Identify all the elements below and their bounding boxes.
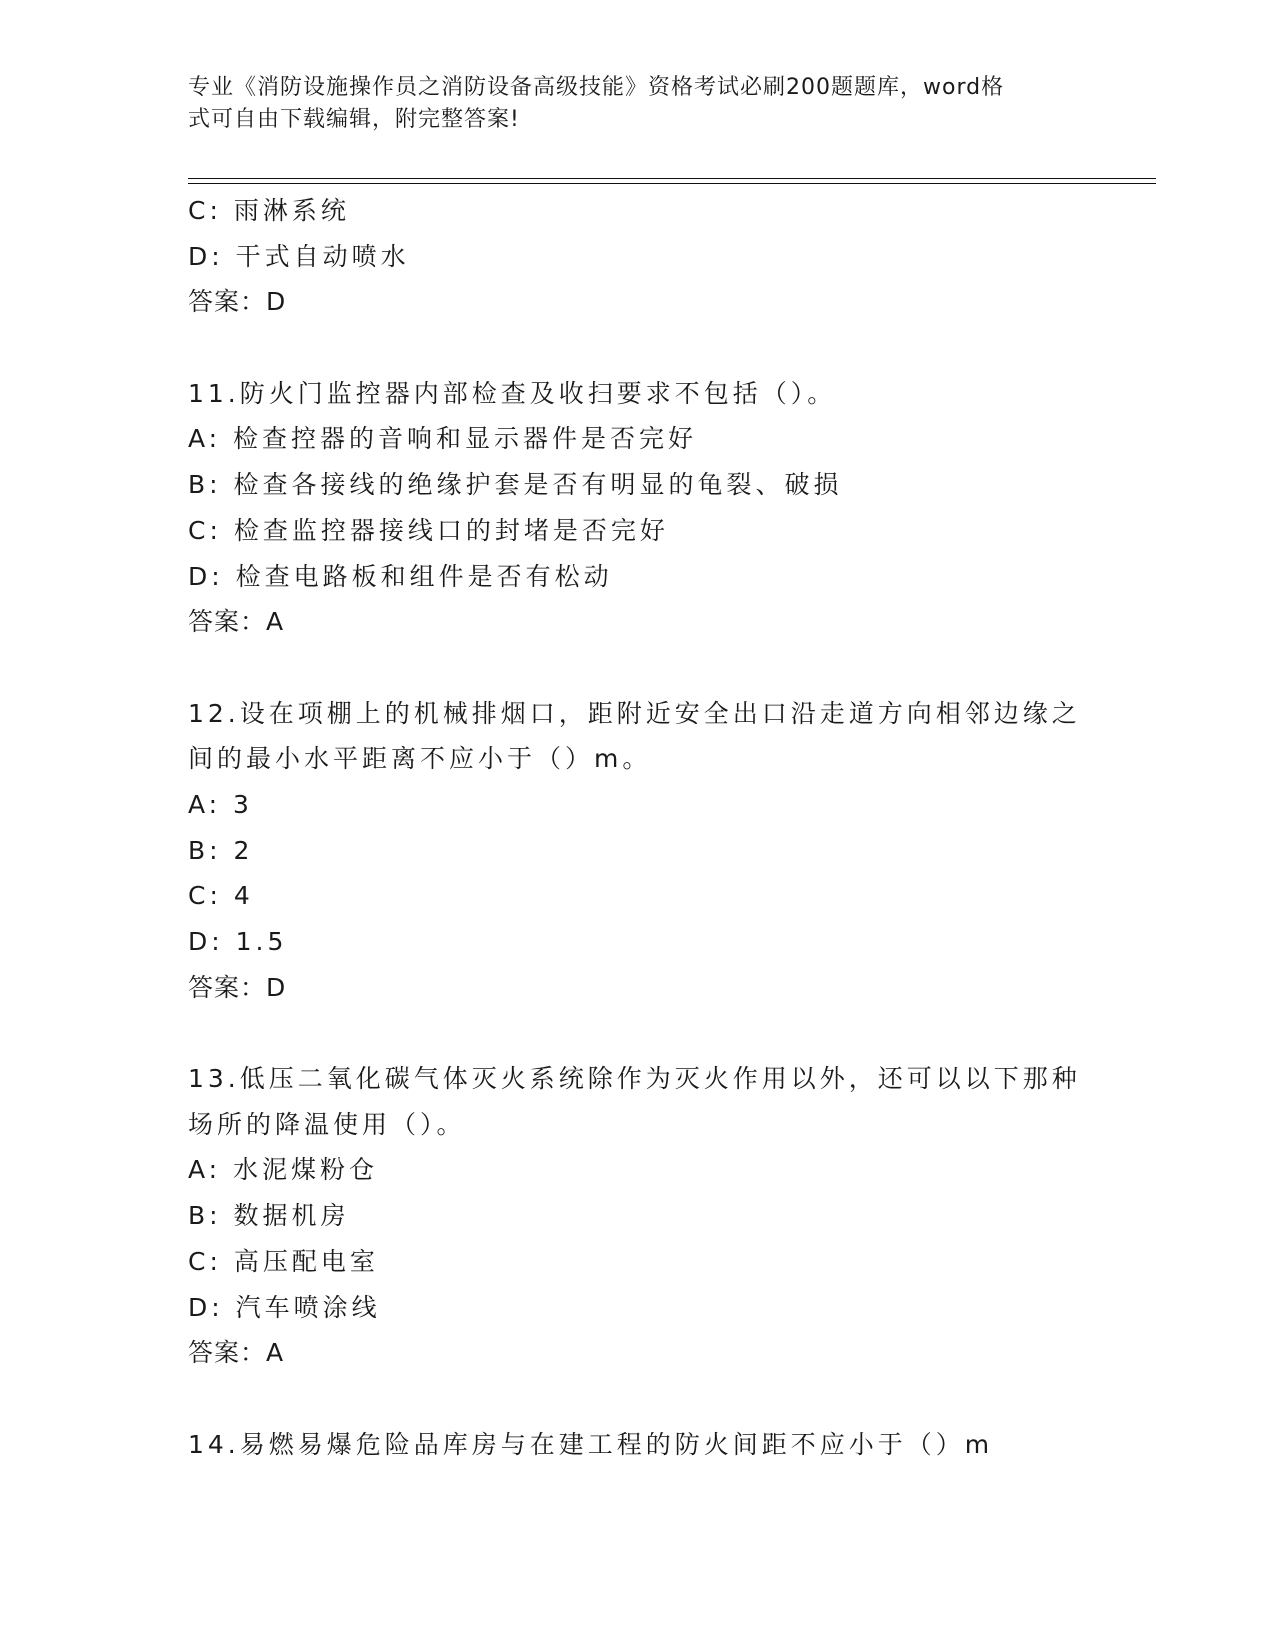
question-list: [188, 188, 1088, 1467]
header-line-2: 式可自由下载编辑，附完整答案!: [188, 107, 520, 132]
option-d: D: 干式自动喷水: [188, 241, 410, 271]
option-c: C: 雨淋系统: [188, 196, 350, 225]
question-stem-line-2: 间的最小水平距离不应小于（）m。: [188, 744, 652, 774]
spacer: [188, 1010, 1088, 1056]
option-b: B: 数据机房: [188, 1201, 350, 1231]
spacer: [188, 1376, 1088, 1422]
option-c: C: 检查监控器接线口的封堵是否完好: [188, 515, 669, 545]
answer-label: 答案：D: [188, 972, 287, 1002]
option-d: D: 汽车喷涂线: [188, 1292, 381, 1322]
option-b: B: 检查各接线的绝缘护套是否有明显的龟裂、破损: [188, 470, 843, 500]
answer-label: 答案：D: [188, 287, 287, 317]
question-stem-line-2: 场所的降温使用（）。: [188, 1109, 466, 1139]
option-d: D: 检查电路板和组件是否有松动: [188, 561, 613, 591]
header-line-1: 专业《消防设施操作员之消防设备高级技能》资格考试必刷200题题库，word格: [188, 75, 1005, 100]
option-a: A: 3: [188, 789, 253, 819]
question-stem: 14.易燃易爆危险品库房与在建工程的防火间距不应小于（）m: [188, 1429, 994, 1459]
question-14: [188, 1422, 1088, 1468]
option-b: B: 2: [188, 835, 254, 865]
question-11: [188, 371, 1088, 645]
option-c: C: 4: [188, 881, 254, 911]
spacer: [188, 325, 1088, 371]
question-13: [188, 1056, 1088, 1376]
document-header: [188, 72, 1088, 136]
option-d: D: 1.5: [188, 927, 288, 956]
spacer: [188, 645, 1088, 691]
question-12: [188, 691, 1088, 1011]
header-divider-top: [188, 178, 1156, 179]
question-stem-line-1: 13.低压二氧化碳气体灭火系统除作为灭火作用以外，还可以以下那种: [188, 1064, 1081, 1094]
option-a: A: 水泥煤粉仓: [188, 1155, 379, 1185]
question-10-tail: [188, 188, 1088, 325]
header-divider-bottom: [188, 183, 1156, 184]
option-a: A: 检查控器的音响和显示器件是否完好: [188, 424, 698, 454]
option-c: C: 高压配电室: [188, 1246, 379, 1276]
question-stem-line-1: 12.设在项棚上的机械排烟口，距附近安全出口沿走道方向相邻边缘之: [188, 698, 1081, 728]
question-stem: 11.防火门监控器内部检查及收扫要求不包括（）。: [188, 378, 837, 408]
answer-label: 答案：A: [188, 607, 285, 637]
answer-label: 答案：A: [188, 1338, 285, 1368]
